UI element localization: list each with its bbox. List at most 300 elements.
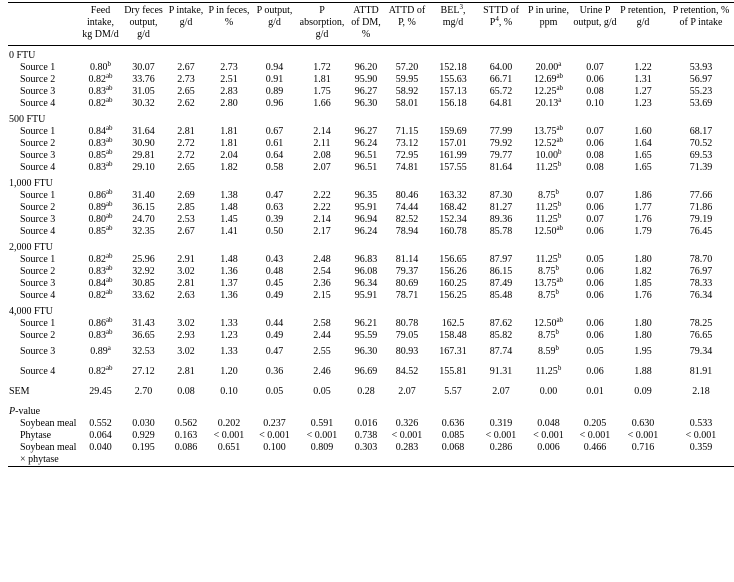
pvalue-cell xyxy=(252,430,297,442)
data-cell xyxy=(166,162,206,174)
data-cell-value: 96.27 xyxy=(354,86,378,97)
data-cell xyxy=(252,278,297,290)
data-cell xyxy=(572,266,618,278)
data-cell xyxy=(477,226,525,238)
data-cell-value: 76.45 xyxy=(689,226,713,237)
data-cell-value: 155.81 xyxy=(439,366,467,377)
row-label-text: Source 2 xyxy=(20,266,56,277)
data-cell xyxy=(297,126,347,138)
data-cell-value: 0.10 xyxy=(586,98,604,109)
pvalue-cell-value: < 0.001 xyxy=(533,430,564,441)
urine-p-cell xyxy=(525,214,572,226)
data-cell-value: 80.69 xyxy=(395,278,419,289)
feed-intake-cell-value: 0.82 xyxy=(88,290,106,301)
data-cell-value: 2.04 xyxy=(220,150,238,161)
urine-p-cell xyxy=(525,290,572,302)
data-cell xyxy=(477,318,525,330)
data-cell xyxy=(668,318,734,330)
data-cell xyxy=(572,202,618,214)
data-cell-value: 1.81 xyxy=(313,74,331,85)
data-cell-value: 87.30 xyxy=(489,190,513,201)
data-cell-value: 2.81 xyxy=(177,278,195,289)
table-row xyxy=(8,190,734,202)
data-cell xyxy=(297,366,347,378)
feed-intake-cell-superscript: ab xyxy=(105,160,113,168)
table-row xyxy=(8,74,734,86)
data-cell-value: 0.07 xyxy=(586,62,604,73)
pvalue-cell-value: < 0.001 xyxy=(579,430,611,441)
data-cell xyxy=(477,278,525,290)
feed-intake-cell-value: 0.84 xyxy=(88,126,106,137)
sem-label xyxy=(8,378,80,402)
data-cell xyxy=(429,342,477,366)
urine-p-cell xyxy=(525,278,572,290)
data-cell-value: 0.06 xyxy=(586,318,604,329)
pvalue-cell xyxy=(297,418,347,430)
data-cell xyxy=(347,74,385,86)
urine-p-cell-superscript: b xyxy=(555,264,559,272)
urine-p-cell-value: 12.52 xyxy=(533,138,557,149)
data-cell xyxy=(206,190,252,202)
column-header-label: ATTD of P, % xyxy=(388,5,426,28)
data-cell xyxy=(206,98,252,110)
pvalue-row-label-text: Phytase xyxy=(20,430,52,441)
data-cell-value: 58.92 xyxy=(395,86,419,97)
pvalue-cell-value: 0.086 xyxy=(174,442,198,453)
sem-cell xyxy=(347,378,385,402)
feed-intake-cell-superscript: ab xyxy=(105,72,113,80)
urine-p-cell-value: 11.25 xyxy=(535,162,558,173)
data-cell xyxy=(572,138,618,150)
data-cell-value: 2.44 xyxy=(313,330,331,341)
pvalue-cell xyxy=(668,442,734,467)
feed-intake-cell xyxy=(80,366,121,378)
feed-intake-cell-value: 0.83 xyxy=(88,162,106,173)
feed-intake-cell-superscript: ab xyxy=(105,264,113,272)
pvalue-cell xyxy=(477,442,525,467)
pvalue-cell xyxy=(525,430,572,442)
pvalue-cell-value: 0.202 xyxy=(217,418,241,429)
urine-p-cell-superscript: b xyxy=(557,212,562,220)
feed-intake-cell-value: 0.84 xyxy=(88,278,106,289)
data-cell-value: 159.69 xyxy=(439,126,467,137)
data-cell xyxy=(297,254,347,266)
group-header-row xyxy=(8,46,734,63)
data-cell xyxy=(618,254,668,266)
data-cell xyxy=(429,62,477,74)
group-label xyxy=(8,110,734,126)
urine-p-cell-value: 20.13 xyxy=(535,98,559,109)
column-header xyxy=(297,3,347,46)
data-cell-value: 1.48 xyxy=(220,254,238,265)
data-cell xyxy=(385,162,429,174)
data-cell xyxy=(385,74,429,86)
data-cell xyxy=(618,126,668,138)
data-cell-value: 70.52 xyxy=(689,138,713,149)
data-cell xyxy=(121,278,166,290)
data-cell xyxy=(618,278,668,290)
pvalue-cell xyxy=(80,442,121,467)
feed-intake-cell xyxy=(80,162,121,174)
row-label xyxy=(8,162,80,174)
data-cell-value: 78.33 xyxy=(689,278,713,289)
data-cell-value: 2.08 xyxy=(313,150,331,161)
data-cell-value: 1.65 xyxy=(634,162,652,173)
header-row xyxy=(8,3,734,46)
feed-intake-cell xyxy=(80,74,121,86)
data-cell-value: 0.63 xyxy=(265,202,284,213)
data-cell-value: 1.64 xyxy=(634,138,652,149)
feed-intake-cell-superscript: ab xyxy=(105,316,113,324)
row-label xyxy=(8,214,80,226)
data-cell-value: 95.91 xyxy=(354,290,378,301)
urine-p-cell xyxy=(525,190,572,202)
data-cell-value: 96.21 xyxy=(354,318,378,329)
data-cell xyxy=(477,138,525,150)
data-cell xyxy=(385,226,429,238)
data-cell xyxy=(477,162,525,174)
data-cell-value: 0.08 xyxy=(586,162,604,173)
pvalue-cell xyxy=(252,442,297,467)
data-cell-value: 2.07 xyxy=(313,162,331,173)
data-cell-value: 1.37 xyxy=(220,278,238,289)
group-label xyxy=(8,174,734,190)
data-cell-value: 31.64 xyxy=(132,126,155,137)
feed-intake-cell-value: 0.86 xyxy=(88,190,106,201)
urine-p-cell-value: 10.00 xyxy=(535,150,558,161)
data-cell xyxy=(618,318,668,330)
data-cell-value: 1.27 xyxy=(634,86,652,97)
data-cell xyxy=(572,254,618,266)
data-cell xyxy=(477,98,525,110)
data-cell xyxy=(297,202,347,214)
feed-intake-cell xyxy=(80,98,121,110)
data-cell xyxy=(121,202,166,214)
group-label-text: 1,000 FTU xyxy=(9,178,53,189)
pvalue-cell-value: 0.552 xyxy=(89,418,112,429)
data-cell xyxy=(252,366,297,378)
data-cell-value: 31.05 xyxy=(132,86,155,97)
data-cell-value: 58.01 xyxy=(395,98,419,109)
data-cell-value: 96.69 xyxy=(354,366,378,377)
data-cell-value: 72.95 xyxy=(395,150,419,161)
data-cell xyxy=(668,226,734,238)
data-cell xyxy=(347,342,385,366)
row-label-text: Source 1 xyxy=(20,62,56,73)
data-cell-value: 155.63 xyxy=(439,74,467,85)
pvalue-cell-value: < 0.001 xyxy=(259,430,290,441)
data-cell-value: 0.49 xyxy=(265,290,284,301)
pvalue-cell-value: 0.237 xyxy=(263,418,286,429)
data-cell-value: 71.39 xyxy=(689,162,713,173)
pvalue-cell-value: 0.636 xyxy=(441,418,465,429)
data-cell-value: 0.48 xyxy=(265,266,284,277)
pvalue-label xyxy=(8,402,734,418)
data-cell xyxy=(347,214,385,226)
pvalue-cell-value: 0.359 xyxy=(689,442,713,453)
data-cell-value: 3.02 xyxy=(177,266,195,277)
data-cell xyxy=(618,266,668,278)
data-cell xyxy=(477,86,525,98)
pvalue-cell-value: < 0.001 xyxy=(213,430,245,441)
data-cell-value: 2.22 xyxy=(313,190,331,201)
data-cell xyxy=(121,342,166,366)
data-cell-value: 1.95 xyxy=(634,346,652,357)
data-cell xyxy=(618,74,668,86)
urine-p-cell-superscript: ab xyxy=(556,224,564,232)
urine-p-cell-superscript: b xyxy=(555,344,559,352)
data-cell xyxy=(121,62,166,74)
sem-cell xyxy=(166,378,206,402)
data-cell xyxy=(297,138,347,150)
column-header-label: Dry feces output, g/d xyxy=(124,5,163,40)
data-cell xyxy=(347,226,385,238)
feed-intake-cell-superscript: ab xyxy=(105,288,113,296)
data-cell xyxy=(206,342,252,366)
column-header-label: ATTD of DM, % xyxy=(351,5,381,40)
data-cell xyxy=(385,290,429,302)
pvalue-cell-value: 0.283 xyxy=(395,442,419,453)
data-cell-value: 76.65 xyxy=(689,330,713,341)
data-cell xyxy=(668,74,734,86)
data-cell xyxy=(121,150,166,162)
data-cell xyxy=(477,214,525,226)
data-cell xyxy=(347,202,385,214)
sem-label-text: SEM xyxy=(9,386,30,397)
data-cell-value: 84.52 xyxy=(395,366,419,377)
data-cell-value: 76.97 xyxy=(689,266,713,277)
row-label-text: Source 4 xyxy=(20,366,56,377)
data-cell xyxy=(572,342,618,366)
data-cell xyxy=(668,330,734,342)
data-cell xyxy=(477,126,525,138)
data-cell xyxy=(668,126,734,138)
feed-intake-cell xyxy=(80,190,121,202)
data-cell xyxy=(347,278,385,290)
feed-intake-cell-value: 0.83 xyxy=(88,138,106,149)
data-cell-value: 0.07 xyxy=(586,126,604,137)
row-label-text: Source 1 xyxy=(20,318,56,329)
data-cell-value: 1.48 xyxy=(220,202,238,213)
data-cell-value: 64.00 xyxy=(489,62,513,73)
data-cell-value: 0.06 xyxy=(586,226,604,237)
feed-intake-cell-superscript: ab xyxy=(105,328,113,336)
feed-intake-cell xyxy=(80,214,121,226)
data-cell-value: 0.49 xyxy=(265,330,284,341)
sem-cell-value: 2.07 xyxy=(398,386,416,397)
urine-p-cell-value: 11.25 xyxy=(535,366,558,377)
data-cell-value: 87.97 xyxy=(489,254,513,265)
pvalue-cell xyxy=(525,442,572,467)
data-cell-value: 95.91 xyxy=(354,202,378,213)
data-cell-value: 78.25 xyxy=(689,318,713,329)
row-label-text: Source 4 xyxy=(20,98,56,109)
data-cell xyxy=(385,202,429,214)
feed-intake-cell xyxy=(80,226,121,238)
sem-cell-value: 29.45 xyxy=(89,386,112,397)
data-cell xyxy=(121,74,166,86)
feed-intake-cell-superscript: ab xyxy=(105,124,113,132)
column-header xyxy=(121,3,166,46)
pvalue-cell xyxy=(429,418,477,430)
data-cell-value: 0.06 xyxy=(586,366,604,377)
column-header-label: P output, g/d xyxy=(256,5,293,28)
data-cell-value: 79.37 xyxy=(395,266,419,277)
column-header-label: Feed intake, kg DM/d xyxy=(82,5,119,40)
data-cell xyxy=(166,278,206,290)
row-label xyxy=(8,86,80,98)
urine-p-cell-value: 8.75 xyxy=(538,190,556,201)
data-cell xyxy=(668,366,734,378)
feed-intake-cell-superscript: ab xyxy=(105,84,113,92)
table-row xyxy=(8,98,734,110)
data-cell-value: 2.55 xyxy=(313,346,331,357)
data-cell-value: 0.06 xyxy=(586,266,604,277)
pvalue-cell xyxy=(166,430,206,442)
data-cell xyxy=(252,342,297,366)
data-cell xyxy=(252,98,297,110)
data-cell xyxy=(166,150,206,162)
column-header xyxy=(347,3,385,46)
data-cell xyxy=(618,214,668,226)
data-cell-value: 163.32 xyxy=(439,190,467,201)
table-row xyxy=(8,342,734,366)
data-cell-value: 96.51 xyxy=(354,150,378,161)
pvalue-cell xyxy=(572,442,618,467)
table-row xyxy=(8,290,734,302)
data-cell xyxy=(121,86,166,98)
data-cell-value: 0.45 xyxy=(265,278,284,289)
pvalue-cell-value: < 0.001 xyxy=(391,430,423,441)
data-cell xyxy=(429,74,477,86)
column-header xyxy=(166,3,206,46)
data-cell xyxy=(252,190,297,202)
table-row xyxy=(8,318,734,330)
data-cell xyxy=(121,330,166,342)
pvalue-cell-value: 0.030 xyxy=(132,418,155,429)
data-cell-value: 157.01 xyxy=(439,138,467,149)
data-cell xyxy=(297,86,347,98)
data-cell xyxy=(572,366,618,378)
pvalue-cell-value: 0.286 xyxy=(489,442,513,453)
urine-p-cell-value: 13.75 xyxy=(533,278,557,289)
data-cell xyxy=(477,342,525,366)
sem-cell-value: 0.05 xyxy=(265,386,284,397)
data-cell-value: 1.86 xyxy=(634,190,652,201)
data-cell xyxy=(572,162,618,174)
data-cell xyxy=(385,86,429,98)
data-cell xyxy=(477,366,525,378)
data-cell-value: 80.78 xyxy=(395,318,419,329)
pvalue-cell xyxy=(572,430,618,442)
pvalue-cell-value: 0.205 xyxy=(583,418,607,429)
data-cell xyxy=(252,126,297,138)
row-label xyxy=(8,226,80,238)
data-cell-value: 29.81 xyxy=(132,150,155,161)
table-row xyxy=(8,150,734,162)
row-label-text: Source 3 xyxy=(20,150,56,161)
data-cell xyxy=(429,226,477,238)
data-cell-value: 33.62 xyxy=(132,290,155,301)
urine-p-cell xyxy=(525,150,572,162)
feed-intake-cell xyxy=(80,330,121,342)
data-cell-value: 91.31 xyxy=(489,366,513,377)
data-cell xyxy=(121,190,166,202)
row-label-text: Source 1 xyxy=(20,190,56,201)
data-cell xyxy=(297,226,347,238)
group-header-row xyxy=(8,174,734,190)
data-cell-value: 89.36 xyxy=(489,214,513,225)
table-row xyxy=(8,86,734,98)
data-cell xyxy=(385,330,429,342)
data-cell xyxy=(297,162,347,174)
data-cell xyxy=(252,266,297,278)
data-cell xyxy=(668,254,734,266)
pvalue-cell-value: 0.085 xyxy=(441,430,465,441)
row-label-text: Source 4 xyxy=(20,290,56,301)
data-cell-value: 1.76 xyxy=(634,290,652,301)
data-cell xyxy=(206,226,252,238)
data-cell xyxy=(206,162,252,174)
urine-p-cell-value: 13.75 xyxy=(533,126,557,137)
row-label xyxy=(8,318,80,330)
data-cell-value: 1.72 xyxy=(313,62,331,73)
urine-p-cell-value: 11.25 xyxy=(535,214,558,225)
group-label xyxy=(8,238,734,254)
urine-p-cell xyxy=(525,266,572,278)
data-cell xyxy=(121,162,166,174)
sem-row xyxy=(8,378,734,402)
pvalue-cell-value: 0.716 xyxy=(631,442,655,453)
data-cell xyxy=(385,190,429,202)
row-label-text: Source 2 xyxy=(20,330,56,341)
data-cell xyxy=(618,290,668,302)
table-row xyxy=(8,126,734,138)
row-label-text: Source 2 xyxy=(20,138,56,149)
table-row xyxy=(8,226,734,238)
column-header xyxy=(252,3,297,46)
data-cell xyxy=(385,126,429,138)
row-label-text: Source 3 xyxy=(20,278,56,289)
feed-intake-cell xyxy=(80,126,121,138)
data-cell xyxy=(206,278,252,290)
urine-p-cell xyxy=(525,330,572,342)
row-label xyxy=(8,266,80,278)
data-cell xyxy=(429,254,477,266)
data-cell xyxy=(572,330,618,342)
data-cell xyxy=(347,366,385,378)
data-cell-value: 96.27 xyxy=(354,126,378,137)
data-cell xyxy=(668,98,734,110)
data-cell xyxy=(429,278,477,290)
pvalue-cell-value: 0.006 xyxy=(537,442,560,453)
data-cell-value: 0.07 xyxy=(586,214,604,225)
data-cell-value: 33.76 xyxy=(132,74,155,85)
pvalue-cell xyxy=(121,430,166,442)
data-cell xyxy=(572,190,618,202)
column-header xyxy=(618,3,668,46)
urine-p-cell-superscript: b xyxy=(557,200,562,208)
data-cell-value: 156.18 xyxy=(439,98,467,109)
data-cell xyxy=(572,126,618,138)
data-cell-value: 30.85 xyxy=(132,278,155,289)
sem-cell-value: 0.10 xyxy=(220,386,238,397)
urine-p-cell-superscript: b xyxy=(558,148,562,156)
data-cell-value: 2.48 xyxy=(313,254,331,265)
pvalue-cell xyxy=(618,430,668,442)
data-cell xyxy=(572,278,618,290)
data-cell-value: 96.24 xyxy=(354,138,378,149)
